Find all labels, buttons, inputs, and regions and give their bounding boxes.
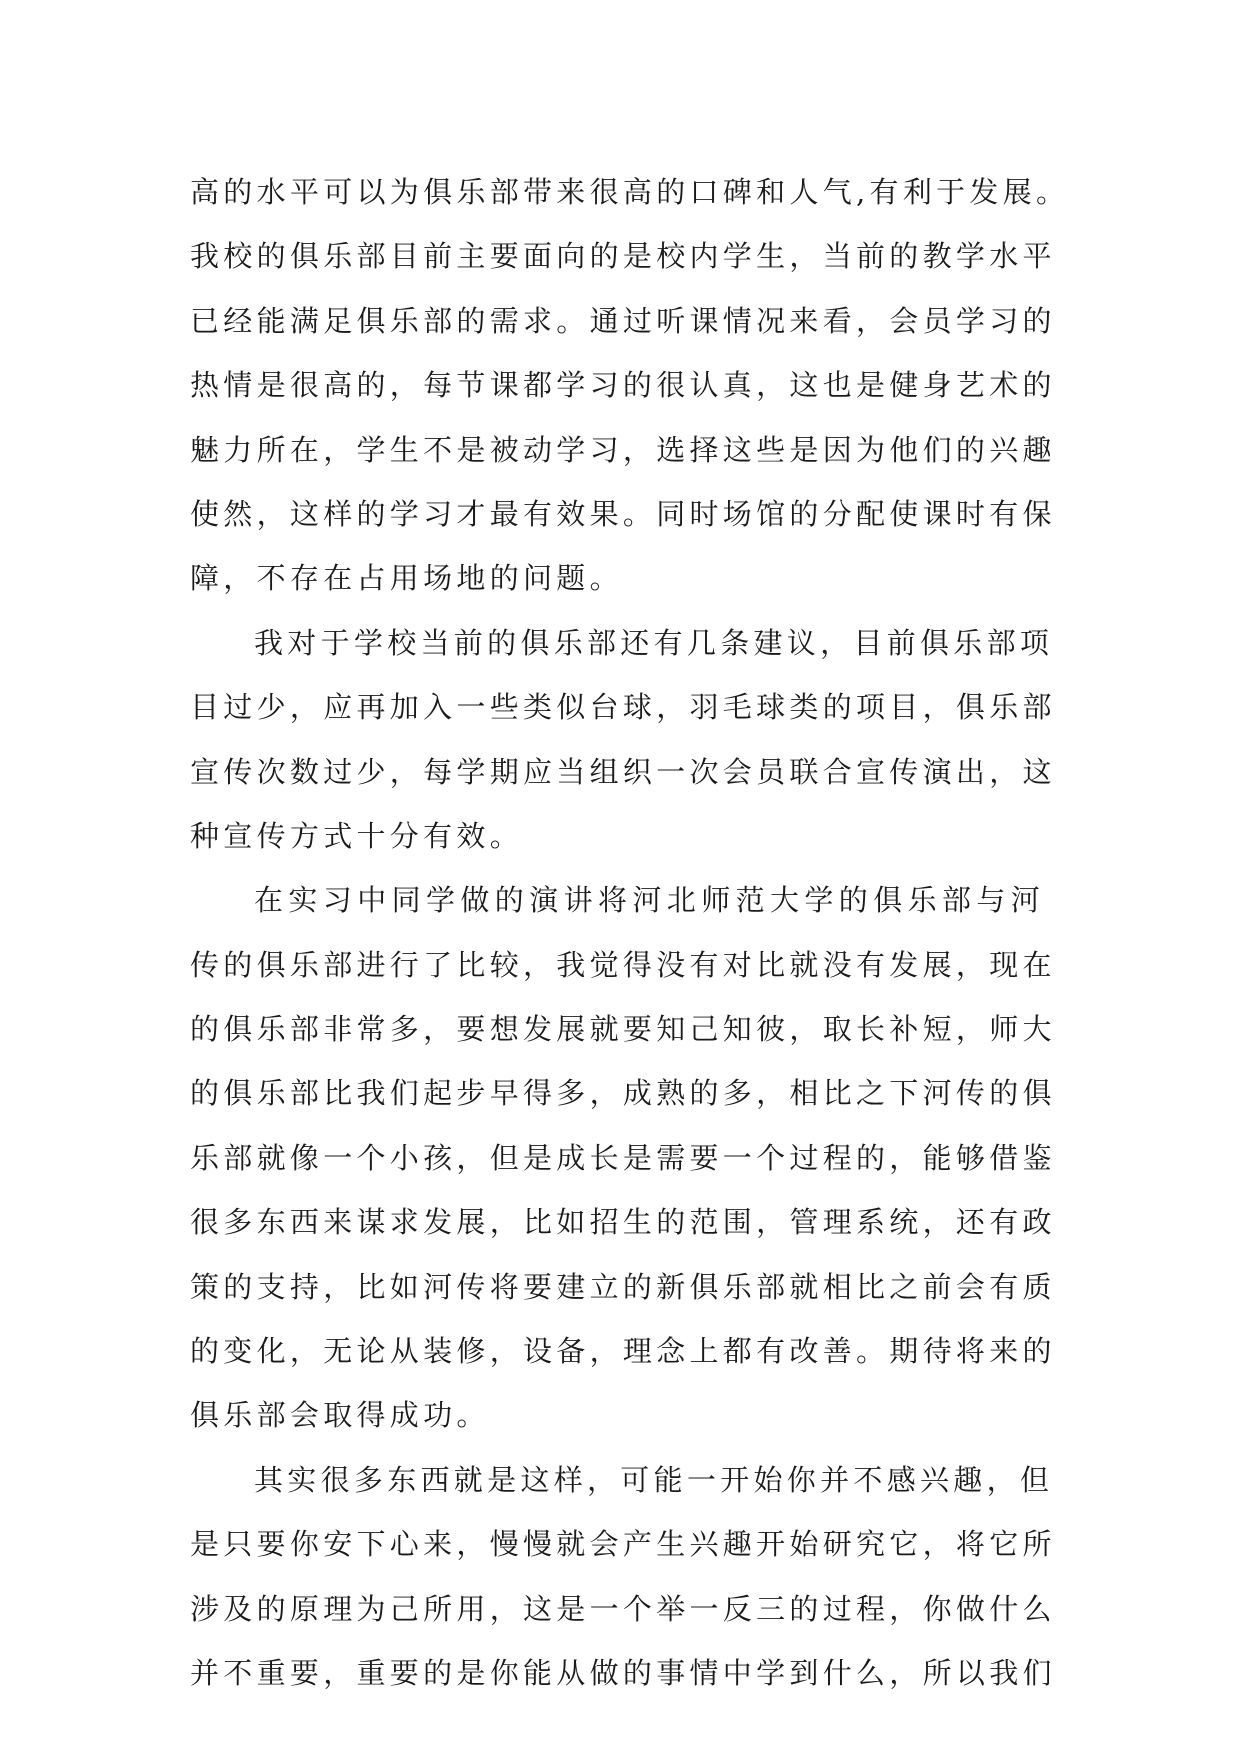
text-line: 是只要你安下心来，慢慢就会产生兴趣开始研究它，将它所	[190, 1527, 1056, 1562]
text-line: 目过少，应再加入一些类似台球，羽毛球类的项目，俱乐部	[190, 690, 1056, 725]
text-line: 涉及的原理为己所用，这是一个举一反三的过程，你做什么	[190, 1591, 1056, 1626]
text-line: 的俱乐部比我们起步早得多，成熟的多，相比之下河传的俱	[190, 1076, 1056, 1111]
paragraph-first-line: 在实习中同学做的演讲将河北师范大学的俱乐部与河	[254, 883, 1046, 918]
text-line: 魅力所在，学生不是被动学习，选择这些是因为他们的兴趣	[190, 432, 1056, 467]
text-line: 种宣传方式十分有效。	[190, 818, 524, 853]
text-line: 策的支持，比如河传将要建立的新俱乐部就相比之前会有质	[190, 1269, 1056, 1304]
text-line: 的变化，无论从装修，设备，理念上都有改善。期待将来的	[190, 1334, 1056, 1369]
text-line: 并不重要，重要的是你能从做的事情中学到什么，所以我们	[190, 1655, 1056, 1690]
text-line: 我校的俱乐部目前主要面向的是校内学生，当前的教学水平	[190, 239, 1056, 274]
text-line: 的俱乐部非常多，要想发展就要知己知彼，取长补短，师大	[190, 1012, 1056, 1047]
text-line: 乐部就像一个小孩，但是成长是需要一个过程的，能够借鉴	[190, 1140, 1056, 1175]
body-text	[190, 160, 1070, 1705]
text-line: 障，不存在占用场地的问题。	[190, 561, 623, 596]
text-line: 很多东西来谋求发展，比如招生的范围，管理系统，还有政	[190, 1205, 1056, 1240]
text-line: 宣传次数过少，每学期应当组织一次会员联合宣传演出，这	[190, 754, 1056, 789]
paragraph-first-line: 其实很多东西就是这样，可能一开始你并不感兴趣，但	[254, 1462, 1054, 1497]
text-line: 俱乐部会取得成功。	[190, 1398, 490, 1433]
text-line: 已经能满足俱乐部的需求。通过听课情况来看，会员学习的	[190, 303, 1056, 338]
paragraph-first-line: 我对于学校当前的俱乐部还有几条建议，目前俱乐部项	[254, 625, 1054, 660]
text-line: 热情是很高的，每节课都学习的很认真，这也是健身艺术的	[190, 368, 1056, 403]
text-line: 高的水平可以为俱乐部带来很高的口碑和人气,有利于发展。	[190, 175, 1070, 209]
text-line: 传的俱乐部进行了比较，我觉得没有对比就没有发展，现在	[190, 947, 1056, 982]
text-line: 使然，这样的学习才最有效果。同时场馆的分配使课时有保	[190, 496, 1056, 531]
